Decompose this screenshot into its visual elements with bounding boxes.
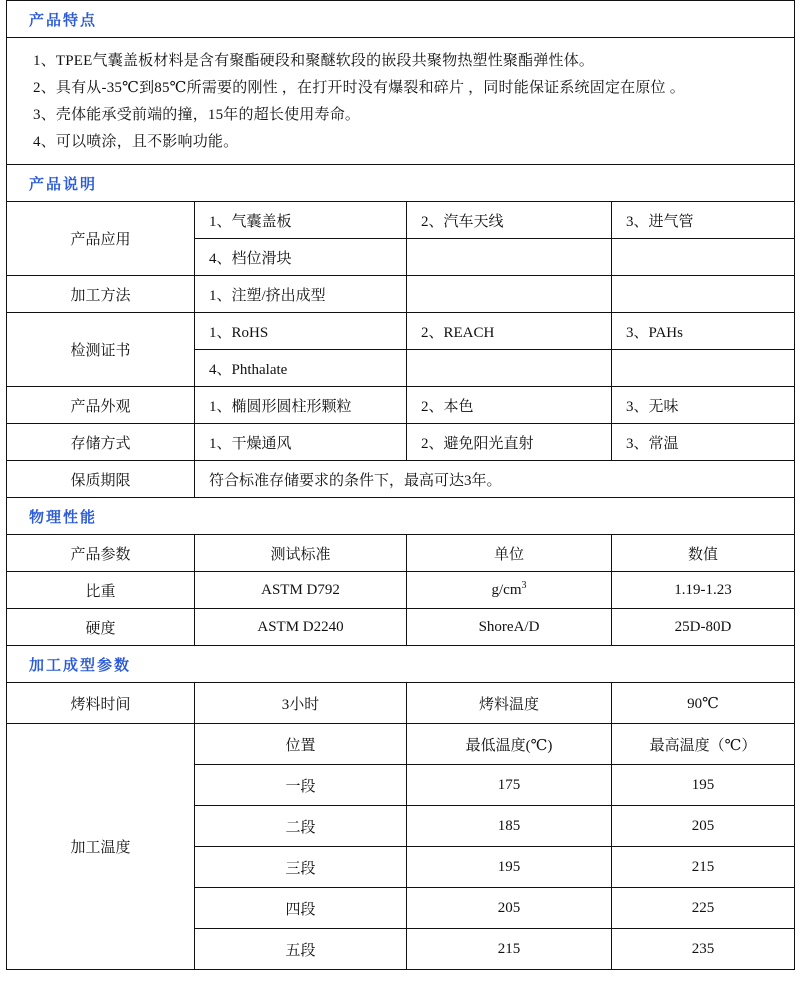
row-label-application: 产品应用 <box>7 202 195 276</box>
section-heading-features: 产品特点 <box>7 1 795 38</box>
cell-zone-min-temperature: 195 <box>407 847 612 888</box>
cell-zone-position: 三段 <box>195 847 407 888</box>
cell-application-blank-1 <box>407 239 612 276</box>
cell-zone-max-temperature: 195 <box>612 765 795 806</box>
column-header-unit: 单位 <box>407 535 612 572</box>
cell-application-3: 3、进气管 <box>612 202 795 239</box>
table-row-application-1 <box>7 202 795 239</box>
cell-zone-position: 二段 <box>195 806 407 847</box>
cell-certificate-blank-1 <box>407 350 612 387</box>
table-row-drying <box>7 683 795 724</box>
row-label-shelf-life: 保质期限 <box>7 461 195 498</box>
cell-application-blank-2 <box>612 239 795 276</box>
cell-unit-specific-gravity <box>407 572 612 609</box>
cell-zone-position: 四段 <box>195 888 407 929</box>
cell-certificate-4: 4、Phthalate <box>195 350 407 387</box>
table-row-shelf-life <box>7 461 795 498</box>
row-label-certificates: 检测证书 <box>7 313 195 387</box>
table-header-row-temperature-zones <box>7 724 795 765</box>
cell-appearance-1: 1、椭圆形圆柱形颗粒 <box>195 387 407 424</box>
cell-application-4: 4、档位滑块 <box>195 239 407 276</box>
cell-process-method-1: 1、注塑/挤出成型 <box>195 276 407 313</box>
cell-zone-max-temperature: 215 <box>612 847 795 888</box>
section-header-row-physical <box>7 498 795 535</box>
cell-parameter-specific-gravity: 比重 <box>7 572 195 609</box>
cell-zone-max-temperature: 225 <box>612 888 795 929</box>
cell-application-2: 2、汽车天线 <box>407 202 612 239</box>
feature-line-1: 1、TPEE气囊盖板材料是含有聚酯硬段和聚醚软段的嵌段共聚物热塑性聚酯弹性体。 <box>33 53 595 69</box>
cell-certificate-2: 2、REACH <box>407 313 612 350</box>
cell-certificate-blank-2 <box>612 350 795 387</box>
cell-unit-hardness: ShoreA/D <box>407 609 612 646</box>
cell-zone-position: 五段 <box>195 929 407 970</box>
section-header-row-description <box>7 165 795 202</box>
cell-appearance-2: 2、本色 <box>407 387 612 424</box>
cell-storage-2: 2、避免阳光直射 <box>407 424 612 461</box>
column-header-min-temperature: 最低温度(℃) <box>407 724 612 765</box>
unit-base-text: g/cm <box>491 581 522 598</box>
unit-exponent: 3 <box>521 579 527 591</box>
cell-zone-max-temperature: 205 <box>612 806 795 847</box>
column-header-value: 数值 <box>612 535 795 572</box>
cell-certificate-1: 1、RoHS <box>195 313 407 350</box>
table-row-specific-gravity <box>7 572 795 609</box>
feature-line-2: 2、具有从-35℃到85℃所需要的刚性 ，在打开时没有爆裂和碎片 ，同时能保证系统固定在原位 。 <box>33 80 685 96</box>
cell-zone-min-temperature: 185 <box>407 806 612 847</box>
feature-line-3: 3、壳体能承受前端的撞，15年的超长使用寿命。 <box>33 107 361 123</box>
table-header-row-physical <box>7 535 795 572</box>
column-header-zone-position: 位置 <box>195 724 407 765</box>
cell-standard-hardness: ASTM D2240 <box>195 609 407 646</box>
datasheet-table <box>6 0 795 970</box>
table-row-appearance <box>7 387 795 424</box>
cell-parameter-hardness: 硬度 <box>7 609 195 646</box>
cell-process-blank-2 <box>612 276 795 313</box>
cell-storage-3: 3、常温 <box>612 424 795 461</box>
cell-zone-min-temperature: 205 <box>407 888 612 929</box>
cell-value-specific-gravity: 1.19-1.23 <box>612 572 795 609</box>
cell-drying-temperature-value: 90℃ <box>612 683 795 724</box>
features-content-row <box>7 38 795 165</box>
cell-zone-min-temperature: 175 <box>407 765 612 806</box>
table-row-process-method <box>7 276 795 313</box>
row-label-drying-time: 烤料时间 <box>7 683 195 724</box>
section-header-row-processing <box>7 646 795 683</box>
cell-value-hardness: 25D-80D <box>612 609 795 646</box>
section-heading-processing: 加工成型参数 <box>7 646 795 683</box>
cell-zone-position: 一段 <box>195 765 407 806</box>
table-row-hardness <box>7 609 795 646</box>
row-label-drying-temperature: 烤料温度 <box>407 683 612 724</box>
row-label-processing-temperature: 加工温度 <box>7 724 195 970</box>
cell-appearance-3: 3、无味 <box>612 387 795 424</box>
cell-process-blank-1 <box>407 276 612 313</box>
section-heading-physical: 物理性能 <box>7 498 795 535</box>
column-header-max-temperature: 最高温度（℃） <box>612 724 795 765</box>
section-header-row-features <box>7 1 795 38</box>
cell-zone-min-temperature: 215 <box>407 929 612 970</box>
row-label-appearance: 产品外观 <box>7 387 195 424</box>
column-header-parameter: 产品参数 <box>7 535 195 572</box>
cell-standard-specific-gravity: ASTM D792 <box>195 572 407 609</box>
row-label-process-method: 加工方法 <box>7 276 195 313</box>
cell-certificate-3: 3、PAHs <box>612 313 795 350</box>
features-list <box>7 38 795 165</box>
cell-application-1: 1、气囊盖板 <box>195 202 407 239</box>
cell-zone-max-temperature: 235 <box>612 929 795 970</box>
row-label-storage: 存储方式 <box>7 424 195 461</box>
column-header-standard: 测试标准 <box>195 535 407 572</box>
cell-drying-time-value: 3小时 <box>195 683 407 724</box>
table-row-storage <box>7 424 795 461</box>
feature-line-4: 4、可以喷涂，且不影响功能。 <box>33 134 239 150</box>
section-heading-description: 产品说明 <box>7 165 795 202</box>
cell-shelf-life-value: 符合标准存储要求的条件下，最高可达3年。 <box>195 461 795 498</box>
cell-storage-1: 1、干燥通风 <box>195 424 407 461</box>
table-row-certificates-1 <box>7 313 795 350</box>
